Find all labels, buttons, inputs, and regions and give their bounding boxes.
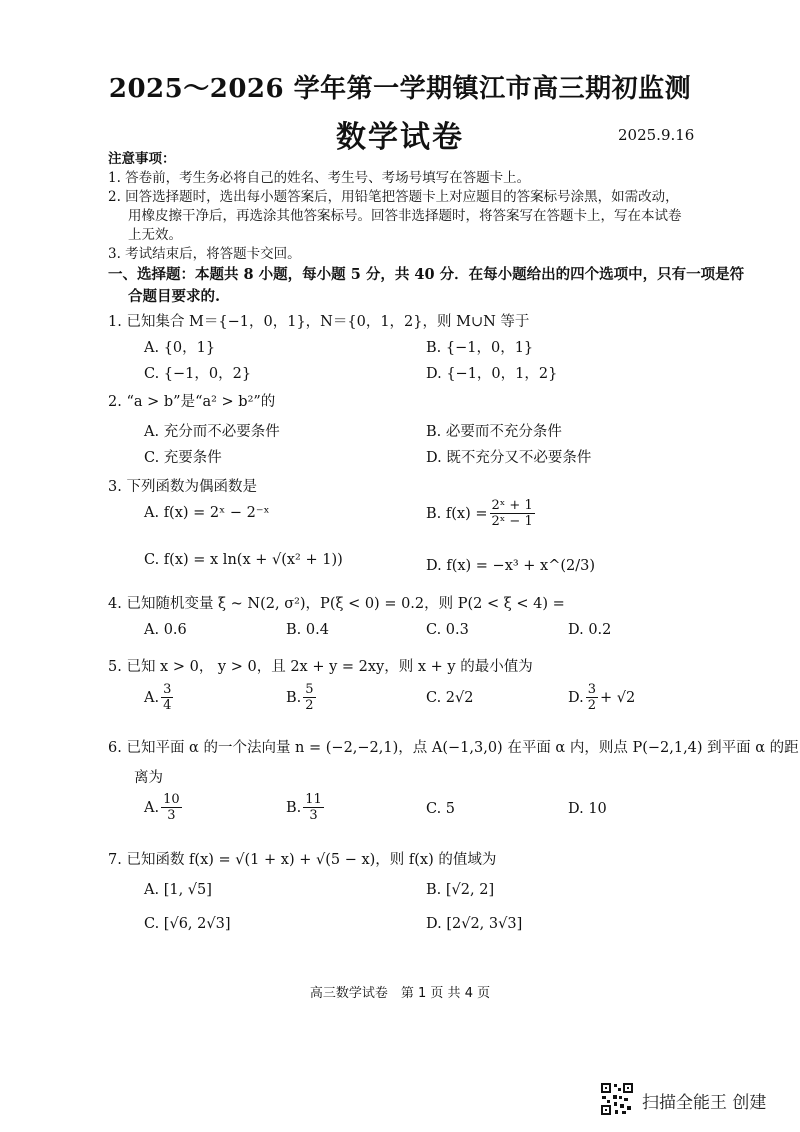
section-heading-line1: 一、选择题：本题共 8 小题，每小题 5 分，共 40 分．在每小题给出的四个选项中，只有一项是符 <box>108 266 745 283</box>
q5-option-a-label: A. <box>144 689 160 706</box>
q6-stem-line2: 离为 <box>134 770 163 786</box>
q6-option-b-numerator: 11 <box>305 792 322 807</box>
q6-option-c: C. 5 <box>426 801 456 817</box>
q6-option-b <box>286 792 326 823</box>
q1-stem: 1. 已知集合 M＝{−1，0，1}，N＝{0，1，2}，则 M∪N 等于 <box>108 314 530 330</box>
q6-option-a-denominator: 3 <box>167 808 176 823</box>
note-2a: 2. 回答选择题时，选出每小题答案后，用铅笔把答题卡上对应题目的答案标号涂黑，如需改动， <box>108 189 679 205</box>
exam-date: 2025.9.16 <box>618 126 695 144</box>
q5-option-a-numerator: 3 <box>163 682 172 697</box>
q4-option-b: B. 0.4 <box>286 622 329 638</box>
q5-option-b-fraction <box>303 682 315 713</box>
exam-subtitle: 数学试卷 <box>336 120 464 155</box>
q2-option-a: A. 充分而不必要条件 <box>144 424 280 440</box>
q6-option-a-label: A. <box>144 799 160 816</box>
q2-stem: 2. “a > b”是“a² > b²”的 <box>108 394 276 410</box>
note-1: 1. 答卷前，考生务必将自己的姓名、考生号、考场号填写在答题卡上。 <box>108 170 531 186</box>
q3-stem: 3. 下列函数为偶函数是 <box>108 479 257 495</box>
note-3: 3. 考试结束后，将答题卡交回。 <box>108 246 301 262</box>
q5-option-a <box>144 682 175 713</box>
q1-option-d: D. {−1，0，1，2} <box>426 366 558 382</box>
q7-option-a: A. [1, √5] <box>144 882 212 898</box>
q5-option-d <box>568 682 635 713</box>
q4-stem: 4. 已知随机变量 ξ ~ N(2, σ²)，P(ξ < 0) = 0.2，则 P(2 < ξ < 4) = <box>108 596 565 612</box>
qr-code-icon <box>600 1082 634 1116</box>
q6-option-b-label: B. <box>286 799 302 816</box>
scanner-watermark: 扫描全能王 创建 <box>642 1093 767 1113</box>
q5-option-a-fraction <box>161 682 173 713</box>
q6-option-a <box>144 792 184 823</box>
q1-option-a: A. {0，1} <box>144 340 216 356</box>
q6-option-a-numerator: 10 <box>163 792 180 807</box>
q5-option-b <box>286 682 318 713</box>
q5-option-a-denominator: 4 <box>163 698 172 713</box>
q7-option-c: C. [√6, 2√3] <box>144 916 231 932</box>
q4-option-c: C. 0.3 <box>426 622 469 638</box>
section-heading-line2: 合题目要求的. <box>128 288 221 305</box>
q3-option-b-fraction <box>490 498 535 529</box>
q5-stem: 5. 已知 x > 0， y > 0，且 2x + y = 2xy，则 x + y 的最小值为 <box>108 659 533 675</box>
page-footer: 高三数学试卷 第 1 页 共 4 页 <box>309 986 491 1001</box>
q5-option-b-denominator: 2 <box>305 698 314 713</box>
q2-option-b: B. 必要而不充分条件 <box>426 424 562 440</box>
q6-option-a-fraction <box>161 792 182 823</box>
q5-option-d-denominator: 2 <box>587 698 596 713</box>
q1-option-b: B. {−1，0，1} <box>426 340 534 356</box>
q3-option-d: D. f(x) = −x³ + x^(2/3) <box>426 558 596 574</box>
exam-title: 2025～2026 学年第一学期镇江市高三期初监测 <box>108 74 692 104</box>
q4-option-d: D. 0.2 <box>568 622 612 638</box>
q5-option-d-numerator: 3 <box>587 682 596 697</box>
q3-option-b-denominator: 2ˣ − 1 <box>491 514 533 529</box>
q5-option-b-label: B. <box>286 689 302 706</box>
q5-option-c: C. 2√2 <box>426 690 474 706</box>
q5-option-d-tail: + √2 <box>600 689 636 706</box>
q4-option-a: A. 0.6 <box>144 622 187 638</box>
q3-option-a: A. f(x) = 2ˣ − 2⁻ˣ <box>144 505 270 521</box>
q5-option-b-numerator: 5 <box>305 682 314 697</box>
q5-option-d-fraction <box>586 682 598 713</box>
q5-option-d-label: D. <box>568 689 584 706</box>
q3-option-b-label: B. f(x) = <box>426 505 488 522</box>
note-2c: 上无效。 <box>128 227 182 243</box>
note-2b: 用橡皮擦干净后，再选涂其他答案标号。回答非选择题时，将答案写在答题卡上，写在本试卷 <box>128 208 682 224</box>
q3-option-c: C. f(x) = x ln(x + √(x² + 1)) <box>144 552 343 568</box>
notes-heading: 注意事项： <box>108 151 176 167</box>
q3-option-b-numerator: 2ˣ + 1 <box>491 498 533 513</box>
q3-option-b <box>426 498 537 529</box>
q7-stem: 7. 已知函数 f(x) = √(1 + x) + √(5 − x)，则 f(x) 的值域为 <box>108 852 497 868</box>
q6-option-b-denominator: 3 <box>309 808 318 823</box>
q7-option-b: B. [√2, 2] <box>426 882 495 898</box>
q2-option-c: C. 充要条件 <box>144 450 222 466</box>
q1-option-c: C. {−1，0，2} <box>144 366 252 382</box>
q6-option-b-fraction <box>303 792 324 823</box>
q6-stem-line1: 6. 已知平面 α 的一个法向量 n = (−2,−2,1)，点 A(−1,3,0) 在平面 α 内，则点 P(−2,1,4) 到平面 α 的距 <box>108 740 799 756</box>
q2-option-d: D. 既不充分又不必要条件 <box>426 450 592 466</box>
q6-option-d: D. 10 <box>568 801 607 817</box>
q7-option-d: D. [2√2, 3√3] <box>426 916 523 932</box>
